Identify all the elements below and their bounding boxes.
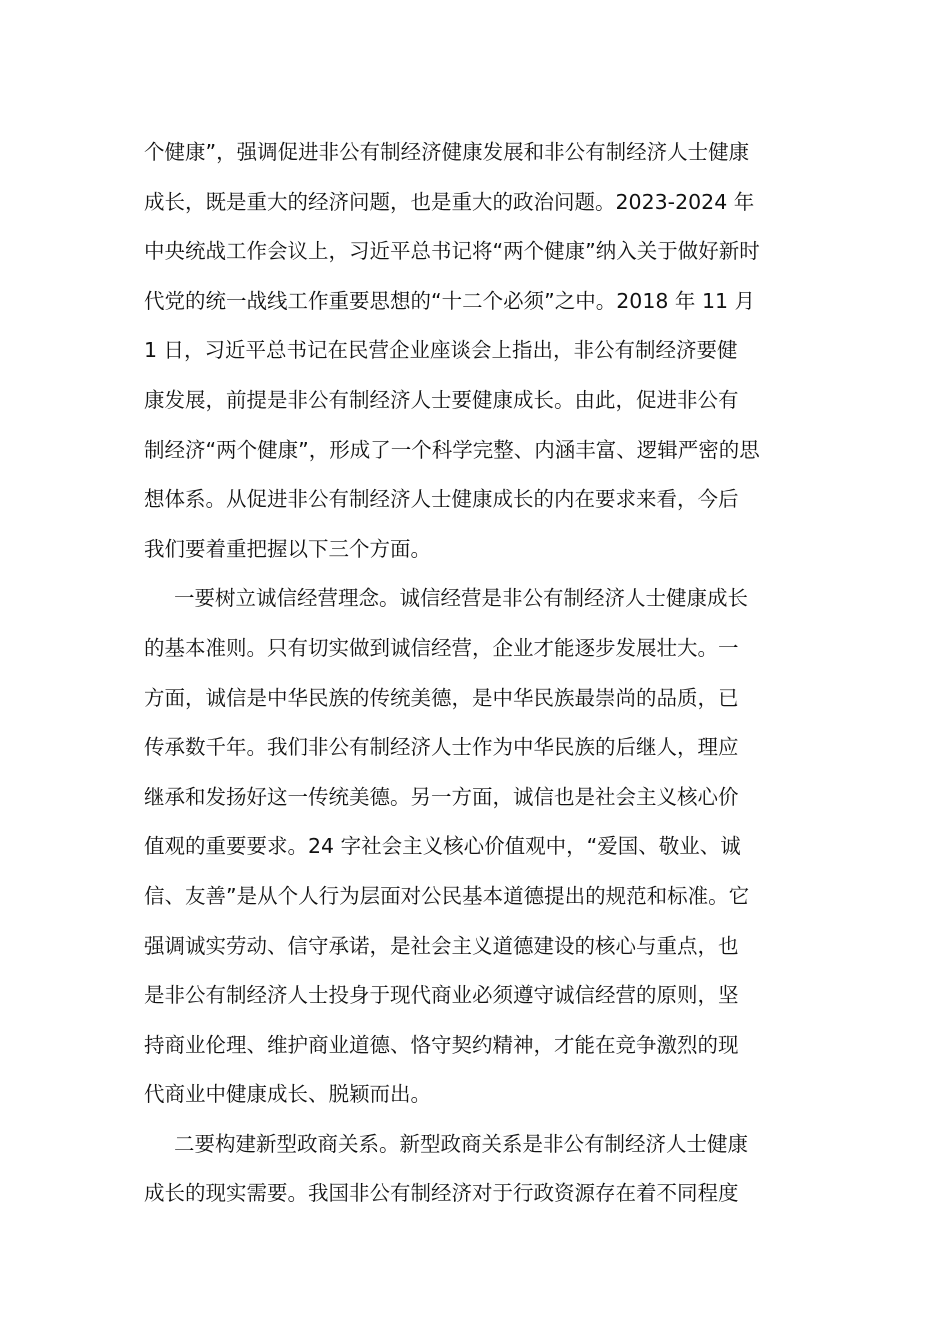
text-line-content: 继承和发扬好这一传统美德。另一方面，诚信也是社会主义核心价 (144, 784, 739, 809)
text-line (144, 376, 810, 426)
text-line-content: 我们要着重把握以下三个方面。 (144, 536, 431, 561)
text-line-content: 代商业中健康成长、脱颖而出。 (144, 1082, 431, 1107)
text-line (144, 872, 810, 922)
text-line-content: 康发展，前提是非公有制经济人士要健康成长。由此，促进非公有 (144, 387, 739, 412)
text-line-content: 中央统战工作会议上，习近平总书记将“两个健康”纳入关于做好新时 (144, 239, 760, 264)
text-line (144, 426, 810, 476)
text-line-content: 的基本准则。只有切实做到诚信经营，企业才能逐步发展壮大。一 (144, 635, 739, 660)
text-line (144, 128, 810, 178)
text-line-content: 代党的统一战线工作重要思想的“十二个必须”之中。2018 年 11 月 (144, 288, 756, 313)
text-line-content: 方面，诚信是中华民族的传统美德，是中华民族最崇尚的品质，已 (144, 685, 739, 710)
text-line (144, 227, 810, 277)
text-line (144, 277, 810, 327)
text-line-content: 1 日，习近平总书记在民营企业座谈会上指出，非公有制经济要健 (144, 338, 738, 363)
text-line-content: 信、友善”是从个人行为层面对公民基本道德提出的规范和标准。它 (144, 883, 750, 908)
text-line-content: 想体系。从促进非公有制经济人士健康成长的内在要求来看，今后 (144, 487, 739, 512)
text-line (144, 624, 810, 674)
text-line (144, 922, 810, 972)
text-line (144, 574, 810, 624)
text-line-content: 强调诚实劳动、信守承诺，是社会主义道德建设的核心与重点，也 (144, 933, 739, 958)
text-line-content: 持商业伦理、维护商业道德、恪守契约精神，才能在竞争激烈的现 (144, 1032, 739, 1057)
text-line-content: 值观的重要要求。24 字社会主义核心价值观中，“爱国、敬业、诚 (144, 834, 741, 859)
text-line-content: 一要树立诚信经营理念。诚信经营是非公有制经济人士健康成长 (174, 586, 748, 611)
text-line-content: 是非公有制经济人士投身于现代商业必须遵守诚信经营的原则，坚 (144, 983, 739, 1008)
text-line (144, 822, 810, 872)
text-line (144, 1070, 810, 1120)
text-line-content: 二要构建新型政商关系。新型政商关系是非公有制经济人士健康 (174, 1131, 748, 1156)
text-line (144, 971, 810, 1021)
text-line-content: 制经济“两个健康”，形成了一个科学完整、内涵丰富、逻辑严密的思 (144, 437, 760, 462)
text-line-content: 成长，既是重大的经济问题，也是重大的政治问题。2023-2024 年 (144, 189, 755, 214)
text-line (144, 773, 810, 823)
text-line (144, 178, 810, 228)
text-line (144, 326, 810, 376)
text-line (144, 475, 810, 525)
text-line (144, 1169, 810, 1219)
text-line (144, 525, 810, 575)
document-body (144, 128, 810, 1219)
text-line (144, 723, 810, 773)
text-line-content: 成长的现实需要。我国非公有制经济对于行政资源存在着不同程度 (144, 1181, 739, 1206)
text-line (144, 674, 810, 724)
text-line (144, 1120, 810, 1170)
text-line-content: 个健康”，强调促进非公有制经济健康发展和非公有制经济人士健康 (144, 140, 750, 164)
text-line (144, 1021, 810, 1071)
text-line-content: 传承数千年。我们非公有制经济人士作为中华民族的后继人，理应 (144, 735, 739, 760)
